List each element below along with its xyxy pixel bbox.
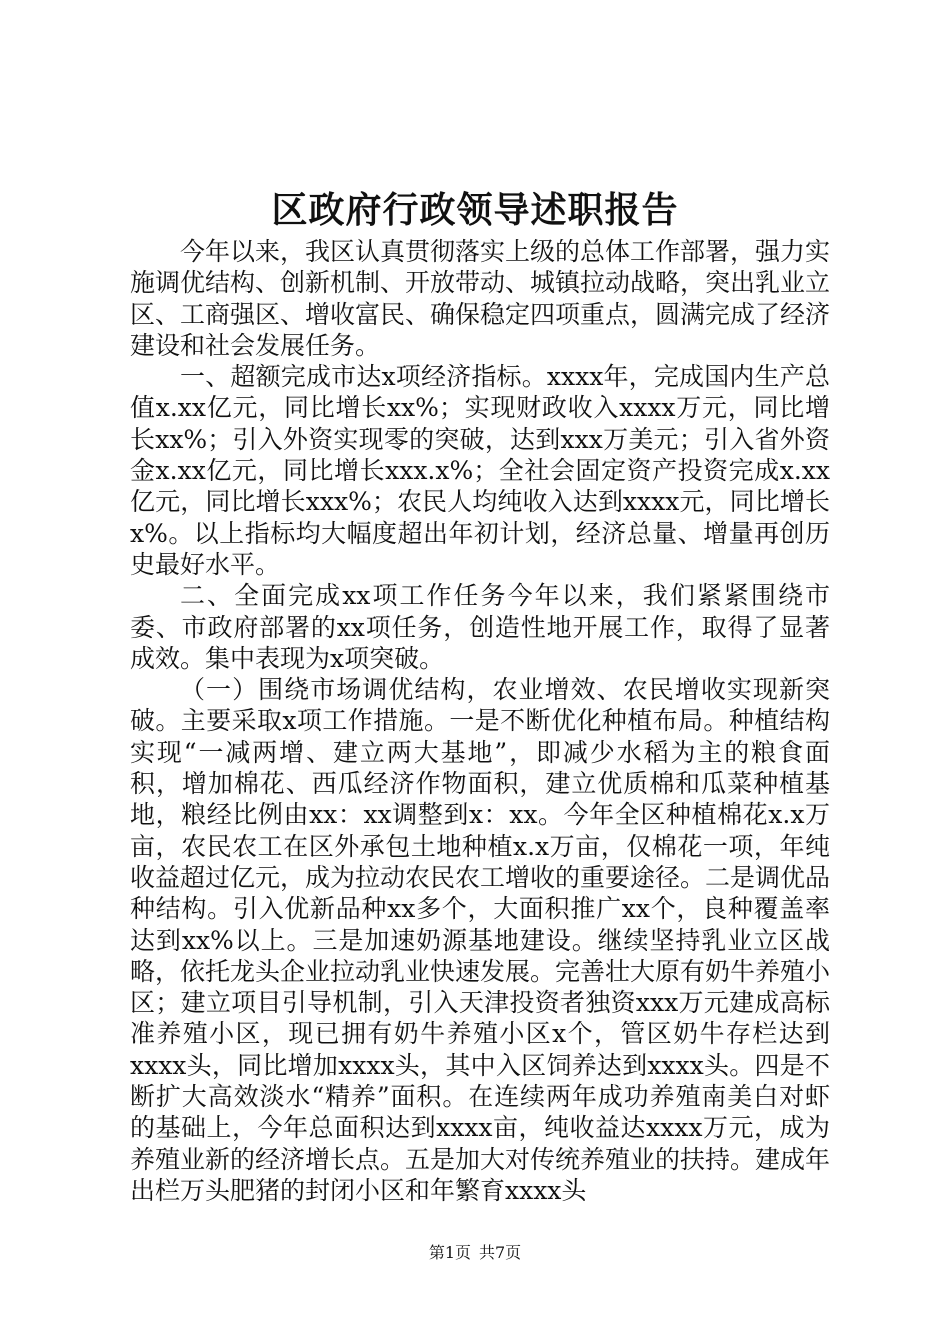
paragraph-intro: 今年以来，我区认真贯彻落实上级的总体工作部署，强力实施调优结构、创新机制、开放带动、城镇拉动战略，突出乳业立区、工商强区、增收富民、确保稳定四项重点，圆满完成了经济建设和社会发展任务。 (130, 237, 831, 360)
paragraph-section-two: 二、全面完成xx项工作任务今年以来，我们紧紧围绕市委、市政府部署的xx项任务，创造性地开展工作，取得了显著成效。集中表现为x项突破。 (130, 581, 830, 673)
document-body (130, 236, 830, 1206)
page-total: 共7页 (479, 1243, 522, 1262)
paragraph-subsection-one: （一）围绕市场调优结构，农业增效、农民增收实现新突破。主要采取x项工作措施。一是不断优化种植布局。种植结构实现“一减两增、建立两大基地”，即减少水稻为主的粮食面积，增加棉花、西瓜经济作物面积，建立优质棉和瓜菜种植基地，粮经比例由xx：xx调整到x：xx。今年全区种植棉花x.x万亩，农民农工在区外承包土地种植x.x万亩，仅棉花一项，年纯收益超过亿元，成为拉动农民农工增收的重要途径。二是调优品种结构。引入优新品种xx多个，大面积推广xx个，良种覆盖率达到xx%以上。三是加速奶源基地建设。继续坚持乳业立区战略，依托龙头企业拉动乳业快速发展。完善壮大原有奶牛养殖小区；建立项目引导机制，引入天津投资者独资xxx万元建成高标准养殖小区，现已拥有奶牛养殖小区x个，管区奶牛存栏达到xxxx头，同比增加xxxx头，其中入区饲养达到xxxx头。四是不断扩大高效淡水“精养”面积。在连续两年成功养殖南美白对虾的基础上，今年总面积达到xxxx亩，纯收益达xxxx万元，成为养殖业新的经济增长点。五是加大对传统养殖业的扶持。建成年出栏万头肥猪的封闭小区和年繁育xxxx头 (130, 675, 831, 1205)
document-title: 区政府行政领导述职报告 (271, 189, 679, 231)
paragraph-section-one: 一、超额完成市达x项经济指标。xxxx年，完成国内生产总值x.xx亿元，同比增长xx%；实现财政收入xxxx万元，同比增长xx%；引入外资实现零的突破，达到xxx万美元；引入省外资金x.xx亿元，同比增长xxx.x%；全社会固定资产投资完成x.xx亿元，同比增长xxx%；农民人均纯收入达到xxxx元，同比增长x%。以上指标均大幅度超出年初计划，经济总量、增量再创历史最好水平。 (130, 362, 830, 579)
page-footer (0, 1242, 950, 1264)
page-number: 第1页 (428, 1243, 471, 1262)
